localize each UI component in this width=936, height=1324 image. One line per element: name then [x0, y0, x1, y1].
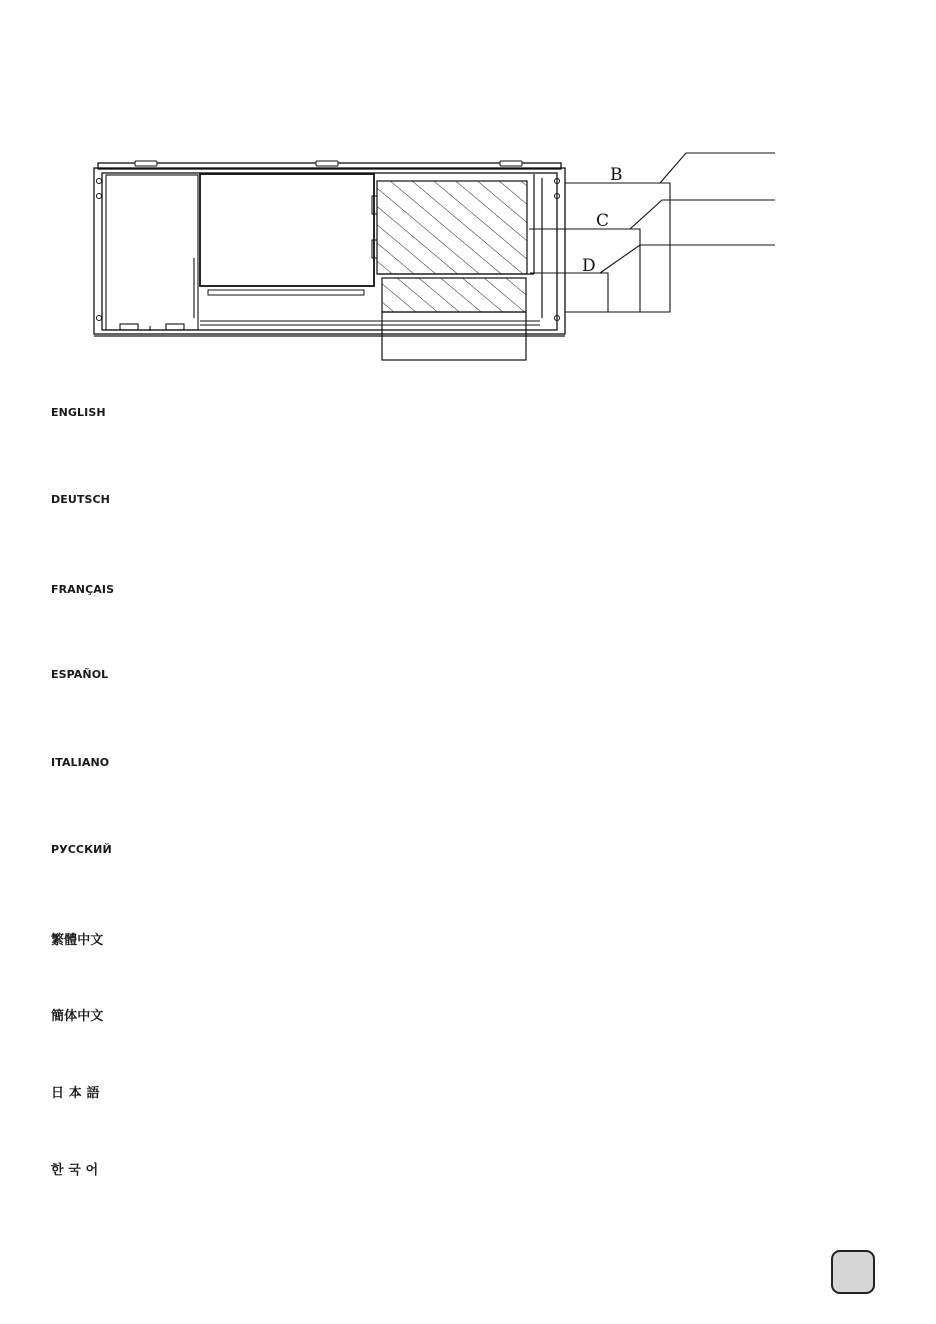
dimension-label-c: C: [596, 211, 610, 231]
left-compartment: [106, 175, 198, 331]
dimension-label-d: D: [582, 256, 596, 276]
language-label-deutsch: DEUTSCH: [51, 493, 110, 506]
language-label-espanol: ESPAÑOL: [51, 668, 109, 681]
hatched-panels: [377, 174, 542, 360]
language-label-traditional-chinese: 繁體中文: [51, 933, 104, 948]
language-label-russian: РУССКИЙ: [51, 843, 112, 856]
language-label-japanese: 日 本 語: [51, 1086, 100, 1101]
dimension-lines: [529, 153, 775, 312]
language-label-simplified-chinese: 簡体中文: [51, 1009, 104, 1024]
language-label-francais: FRANÇAIS: [51, 583, 115, 596]
language-label-english: ENGLISH: [51, 406, 106, 419]
language-label-korean: 한 국 어: [51, 1163, 99, 1178]
unit-bottom-view-diagram: [0, 0, 936, 380]
dimension-label-b: B: [610, 165, 623, 185]
page-number-badge: [831, 1250, 875, 1294]
language-label-italiano: ITALIANO: [51, 756, 110, 769]
